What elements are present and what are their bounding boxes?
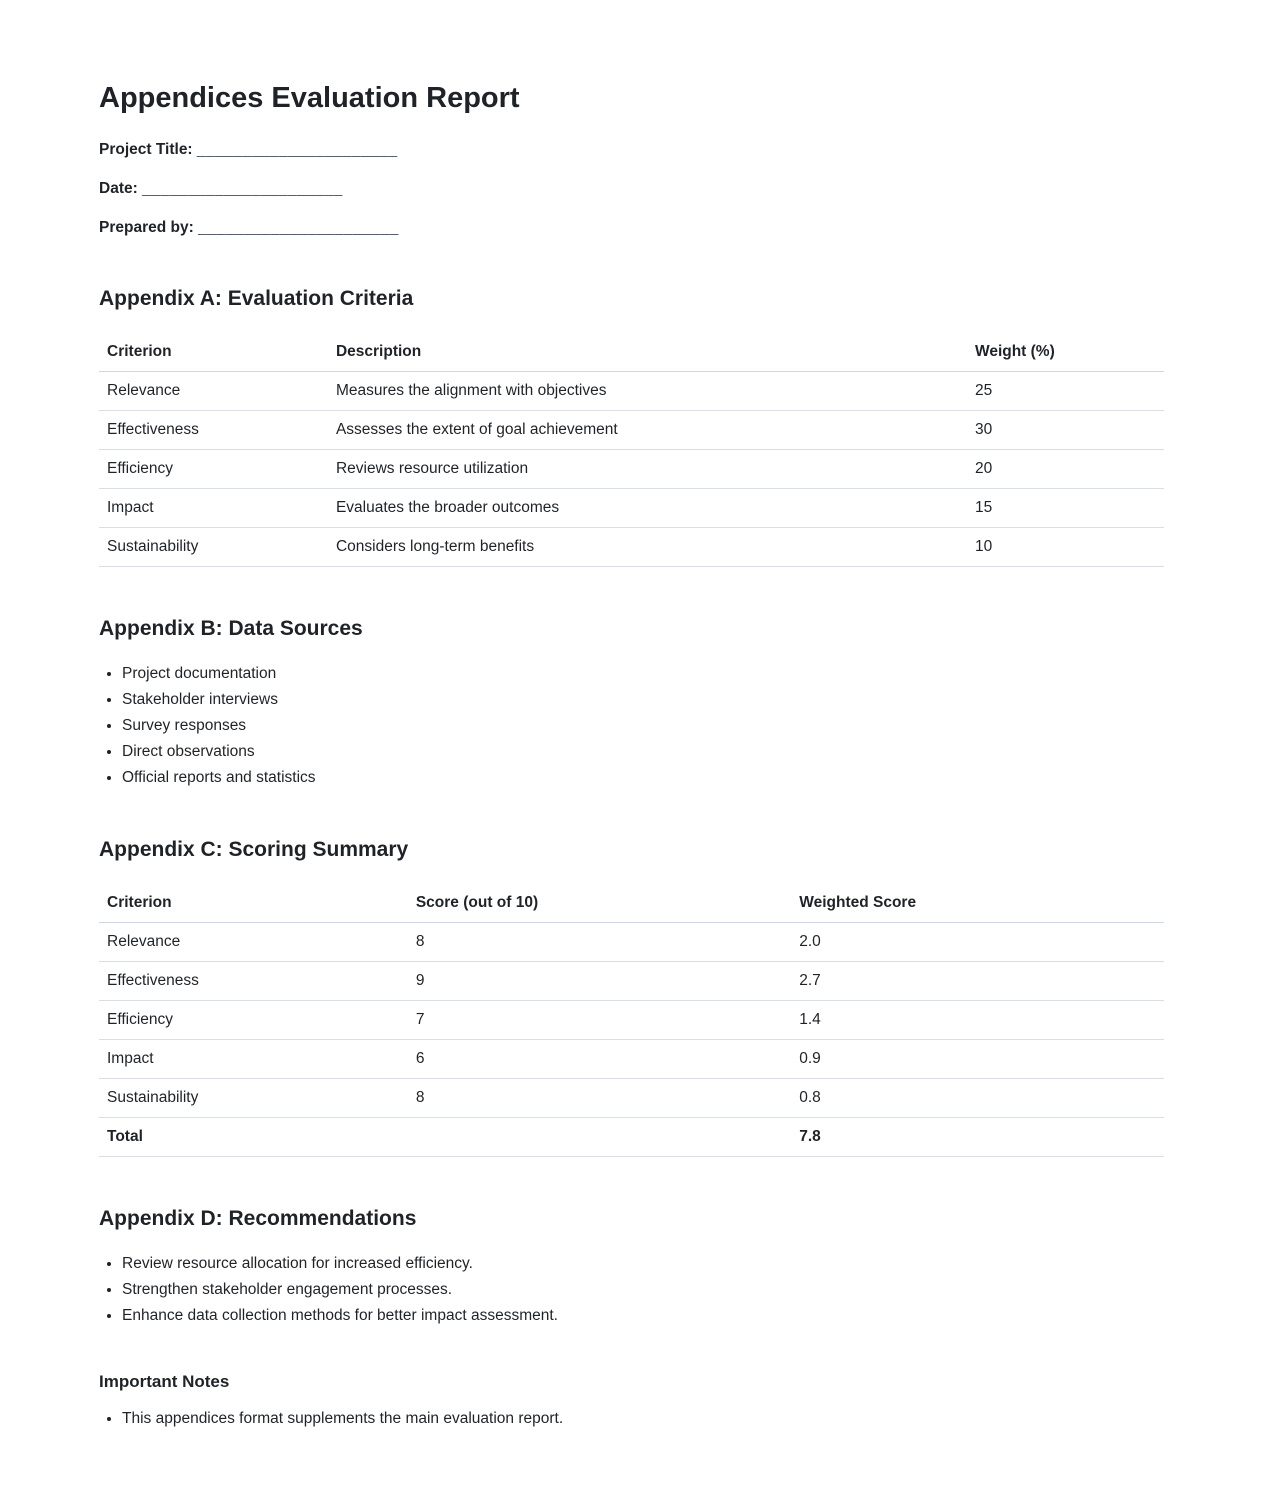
cell-total-label: Total xyxy=(99,1118,408,1157)
column-header: Score (out of 10) xyxy=(408,884,791,923)
cell-description: Reviews resource utilization xyxy=(328,450,967,489)
column-header: Weight (%) xyxy=(967,333,1164,372)
list-item: • This appendices format supplements the main evaluation report. xyxy=(122,1408,1164,1429)
cell-weight: 15 xyxy=(967,489,1164,528)
cell-criterion: Sustainability xyxy=(99,1079,408,1118)
cell-criterion: Sustainability xyxy=(99,528,328,567)
cell-weight: 20 xyxy=(967,450,1164,489)
table-row xyxy=(99,450,1164,489)
appendix-a-heading: Appendix A: Evaluation Criteria xyxy=(99,287,414,310)
cell-total-weighted-score: 7.8 xyxy=(791,1118,1164,1157)
table-row xyxy=(99,489,1164,528)
cell-weighted-score: 0.9 xyxy=(791,1040,1164,1079)
cell-weight: 10 xyxy=(967,528,1164,567)
cell-criterion: Relevance xyxy=(99,372,328,411)
cell-criterion: Effectiveness xyxy=(99,411,328,450)
cell-description: Assesses the extent of goal achievement xyxy=(328,411,967,450)
data-sources-list xyxy=(99,663,1164,788)
table-total-row xyxy=(99,1118,1164,1157)
list-item: • Review resource allocation for increased efficiency. xyxy=(122,1253,1164,1274)
column-header: Description xyxy=(328,333,967,372)
important-notes-heading: Important Notes xyxy=(99,1372,230,1391)
cell-total-score xyxy=(408,1118,791,1157)
cell-criterion: Efficiency xyxy=(99,1001,408,1040)
cell-weighted-score: 2.0 xyxy=(791,923,1164,962)
table-header-row xyxy=(99,333,1164,372)
list-item: • Project documentation xyxy=(122,663,1164,684)
recommendations-list xyxy=(99,1253,1164,1326)
cell-weighted-score: 1.4 xyxy=(791,1001,1164,1040)
field-prepared-by-blank: ______________________ xyxy=(198,219,399,236)
cell-criterion: Efficiency xyxy=(99,450,328,489)
appendix-b-heading: Appendix B: Data Sources xyxy=(99,617,363,640)
table-row xyxy=(99,1040,1164,1079)
scoring-summary-table xyxy=(99,884,1164,1157)
cell-score: 6 xyxy=(408,1040,791,1079)
field-date-blank: ______________________ xyxy=(142,180,343,197)
cell-weight: 30 xyxy=(967,411,1164,450)
cell-weight: 25 xyxy=(967,372,1164,411)
table-header-row xyxy=(99,884,1164,923)
field-project-title xyxy=(99,141,1164,159)
list-item: • Survey responses xyxy=(122,715,1164,736)
appendix-c-heading: Appendix C: Scoring Summary xyxy=(99,838,409,861)
column-header: Criterion xyxy=(99,884,408,923)
table-row xyxy=(99,528,1164,567)
page-title: Appendices Evaluation Report xyxy=(99,82,520,114)
table-row xyxy=(99,1079,1164,1118)
cell-score: 7 xyxy=(408,1001,791,1040)
list-item: • Official reports and statistics xyxy=(122,767,1164,788)
cell-description: Measures the alignment with objectives xyxy=(328,372,967,411)
field-date-label: Date: xyxy=(99,180,138,197)
column-header: Criterion xyxy=(99,333,328,372)
table-row xyxy=(99,923,1164,962)
evaluation-criteria-table xyxy=(99,333,1164,567)
cell-score: 8 xyxy=(408,923,791,962)
field-prepared-by-label: Prepared by: xyxy=(99,219,194,236)
table-row xyxy=(99,962,1164,1001)
cell-criterion: Effectiveness xyxy=(99,962,408,1001)
field-date xyxy=(99,180,1164,198)
cell-weighted-score: 0.8 xyxy=(791,1079,1164,1118)
cell-score: 9 xyxy=(408,962,791,1001)
table-row xyxy=(99,1001,1164,1040)
column-header: Weighted Score xyxy=(791,884,1164,923)
important-notes-list xyxy=(99,1408,1164,1429)
cell-weighted-score: 2.7 xyxy=(791,962,1164,1001)
appendix-d-heading: Appendix D: Recommendations xyxy=(99,1207,417,1230)
cell-criterion: Impact xyxy=(99,489,328,528)
field-prepared-by xyxy=(99,219,1164,237)
table-row xyxy=(99,411,1164,450)
cell-criterion: Relevance xyxy=(99,923,408,962)
table-row xyxy=(99,372,1164,411)
list-item: • Enhance data collection methods for better impact assessment. xyxy=(122,1305,1164,1326)
list-item: • Stakeholder interviews xyxy=(122,689,1164,710)
field-project-title-label: Project Title: xyxy=(99,141,193,158)
list-item: • Strengthen stakeholder engagement processes. xyxy=(122,1279,1164,1300)
cell-score: 8 xyxy=(408,1079,791,1118)
cell-criterion: Impact xyxy=(99,1040,408,1079)
field-project-title-blank: ______________________ xyxy=(196,141,398,158)
cell-description: Considers long-term benefits xyxy=(328,528,967,567)
cell-description: Evaluates the broader outcomes xyxy=(328,489,967,528)
list-item: • Direct observations xyxy=(122,741,1164,762)
